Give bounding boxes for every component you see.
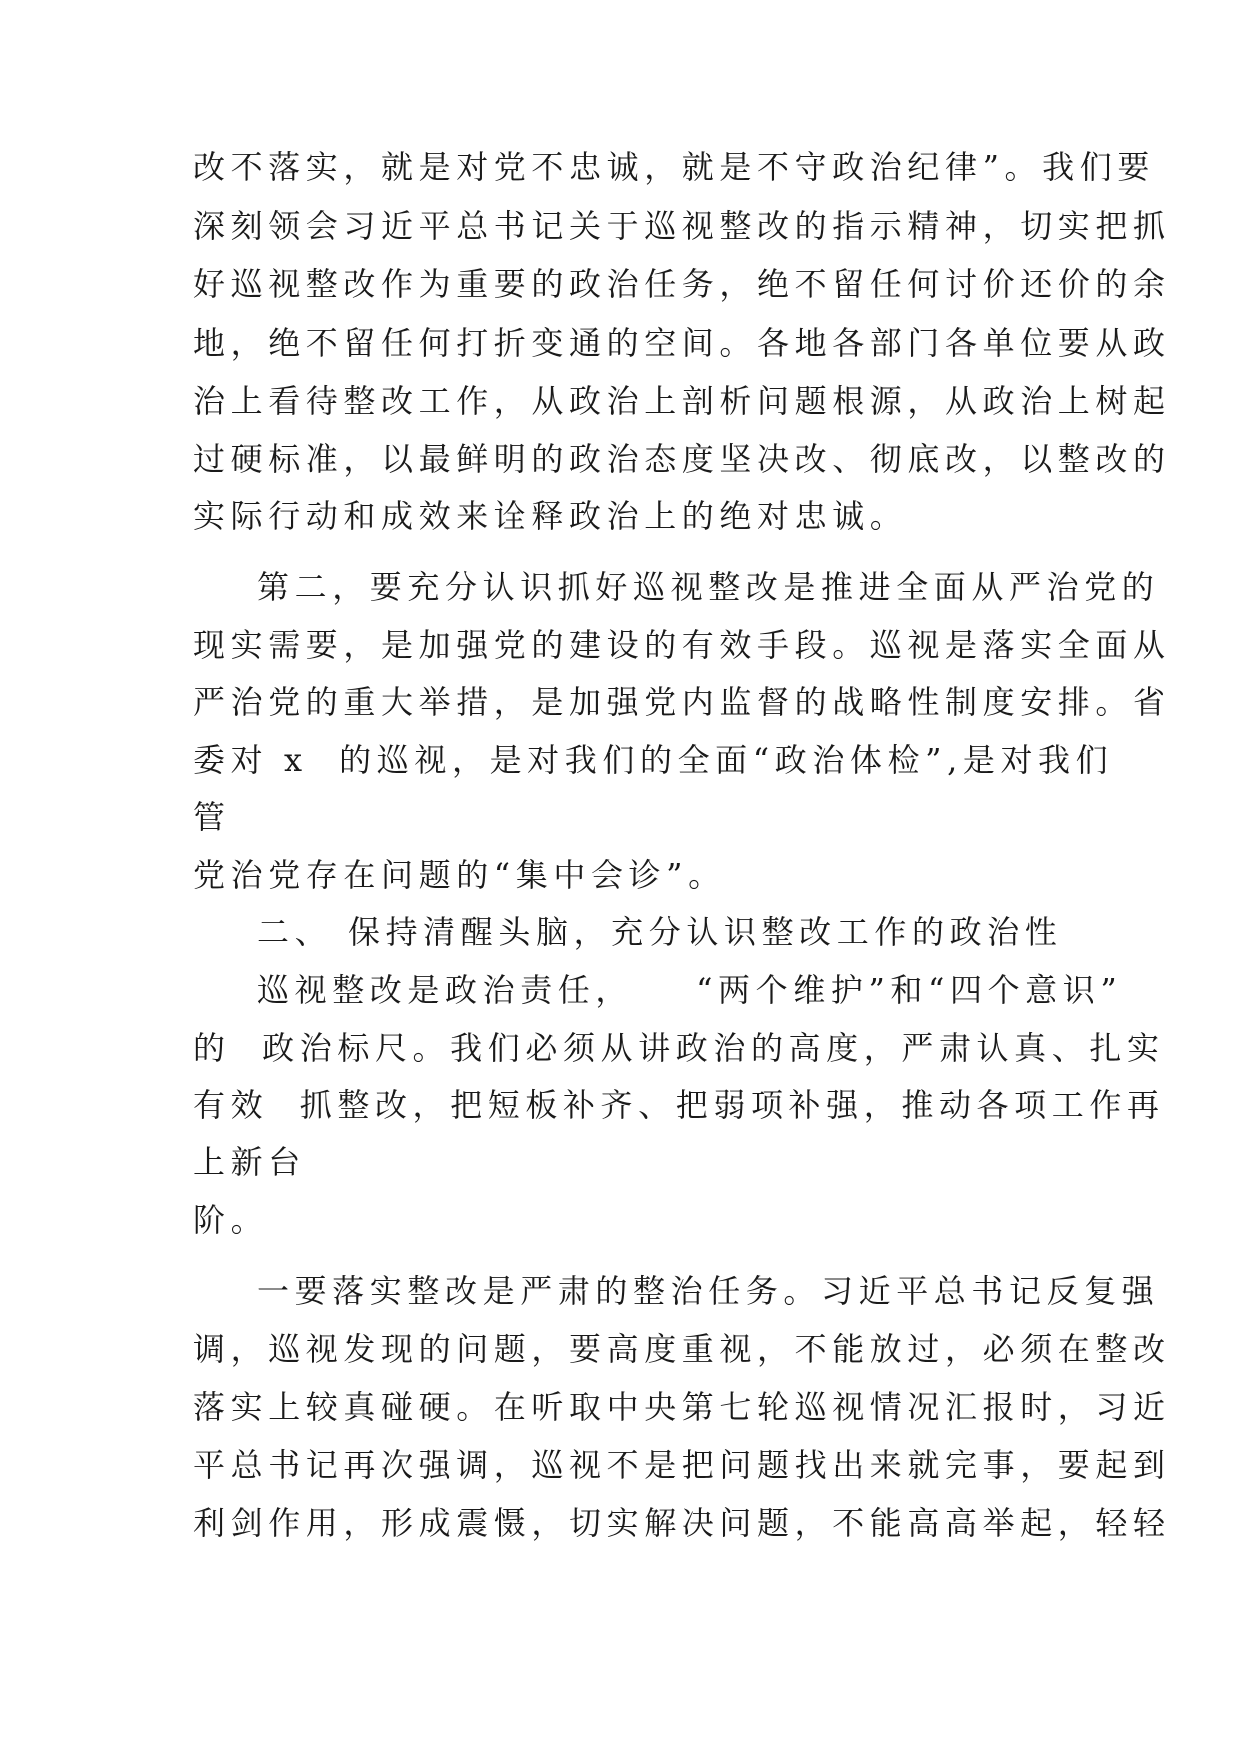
text-line: 现实需要，是加强党的建设的有效手段。巡视是落实全面从	[193, 626, 1171, 664]
text-line: 落实上较真碰硬。在听取中央第七轮巡视情况汇报时，习近	[193, 1388, 1171, 1426]
text-line: 调，巡视发现的问题，要高度重视，不能放过，必须在整改	[193, 1330, 1171, 1368]
text-line: 利剑作用，形成震慑，切实解决问题，不能高高举起，轻轻	[193, 1504, 1171, 1542]
text-line: 上新台	[193, 1143, 306, 1181]
text-line: 党治党存在问题的“集中会诊”。	[193, 856, 726, 894]
text-line: 深刻领会习近平总书记关于巡视整改的指示精神，切实把抓	[193, 207, 1171, 245]
paragraph-first-line: 巡视整改是政治责任， “两个维护”和“四个意识”	[257, 971, 1123, 1009]
text-line: 委对 x 的巡视，是对我们的全面“政治体检”,是对我们	[193, 741, 1114, 779]
text-line: 好巡视整改作为重要的政治任务，绝不留任何讨价还价的余	[193, 265, 1171, 303]
paragraph-first-line: 第二，要充分认识抓好巡视整改是推进全面从严治党的	[257, 568, 1160, 606]
text-line: 改不落实，就是对党不忠诚，就是不守政治纪律”。我们要	[193, 148, 1155, 186]
text-line: 严治党的重大举措，是加强党内监督的战略性制度安排。省	[193, 683, 1171, 721]
text-line: 过硬标准，以最鲜明的政治态度坚决改、彻底改，以整改的	[193, 440, 1171, 478]
text-line: 治上看待整改工作，从政治上剖析问题根源，从政治上树起	[193, 382, 1171, 420]
text-line: 管	[193, 798, 231, 836]
text-line: 平总书记再次强调，巡视不是把问题找出来就完事，要起到	[193, 1446, 1171, 1484]
text-line: 阶。	[193, 1201, 269, 1239]
section-heading: 二、 保持清醒头脑，充分认识整改工作的政治性	[257, 913, 1063, 951]
text-line: 实际行动和成效来诠释政治上的绝对忠诚。	[193, 497, 908, 535]
text-line: 的 政治标尺。我们必须从讲政治的高度，严肃认真、扎实	[193, 1029, 1165, 1067]
paragraph-first-line: 一要落实整改是严肃的整治任务。习近平总书记反复强	[257, 1272, 1160, 1310]
text-line: 有效 抓整改，把短板补齐、把弱项补强，推动各项工作再	[193, 1086, 1165, 1124]
text-line: 地，绝不留任何打折变通的空间。各地各部门各单位要从政	[193, 324, 1171, 362]
